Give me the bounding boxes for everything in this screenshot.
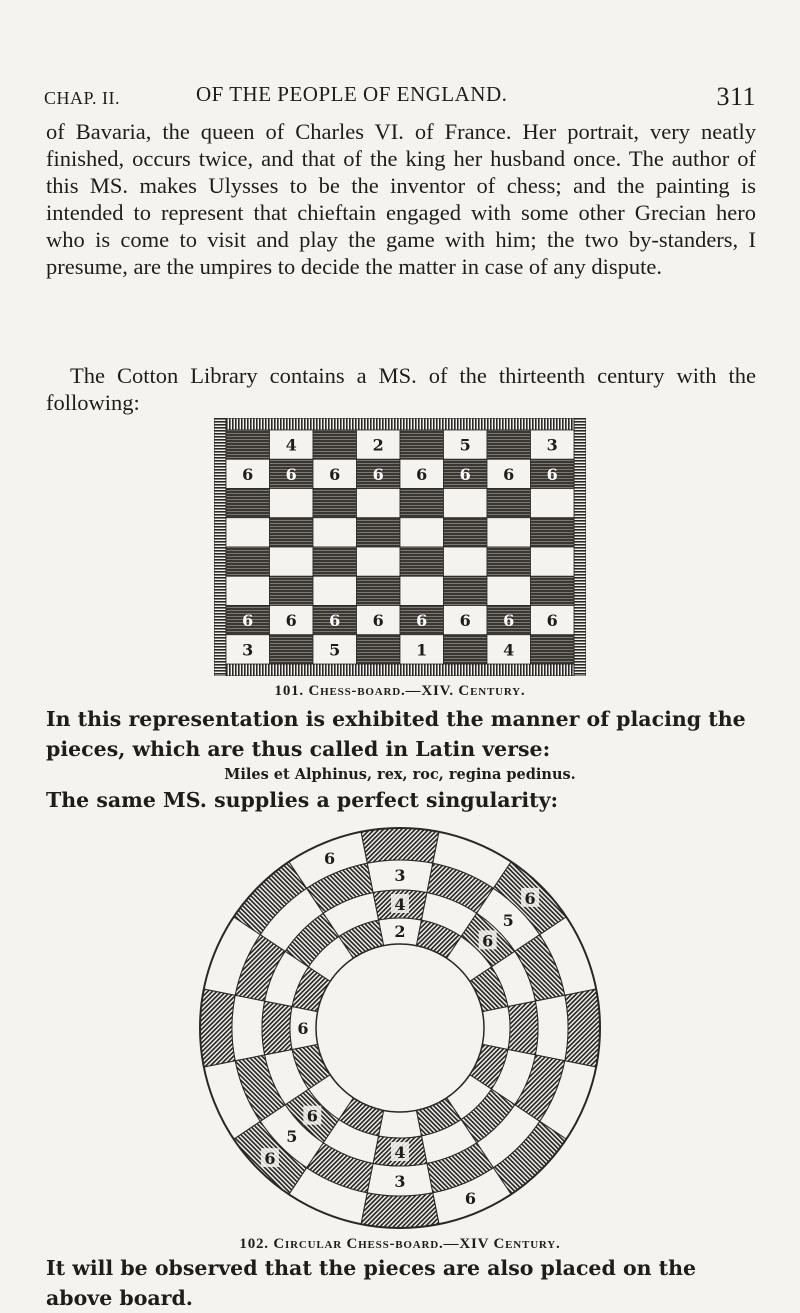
board-square: [444, 635, 488, 664]
board-square: [400, 489, 444, 518]
circular-board-cells: [200, 828, 600, 1228]
board-piece-label: 3: [546, 435, 558, 455]
board-piece-label: 4: [503, 640, 515, 660]
circular-board-piece-label: 4: [394, 1143, 406, 1162]
board-square: [400, 576, 444, 605]
circular-board-piece-label: 6: [324, 849, 336, 869]
board-square: [270, 635, 314, 664]
paragraph-cotton-library: The Cotton Library contains a MS. of the thirteenth century with the following:: [46, 363, 756, 415]
circular-board-cell: [232, 995, 265, 1061]
board-piece-label: 3: [242, 640, 254, 660]
board-square: [226, 430, 270, 459]
board-square: [313, 547, 357, 576]
circular-board-cell: [262, 1001, 292, 1055]
board-square: [444, 518, 488, 547]
board-square: [270, 547, 314, 576]
board-piece-label: 6: [459, 611, 471, 631]
board-piece-label: 6: [329, 464, 341, 484]
board-square: [226, 489, 270, 518]
board-square: [531, 518, 575, 547]
circular-board-cell: [508, 1001, 538, 1055]
page-number: 311: [716, 82, 756, 111]
circular-board-cell: [361, 1193, 439, 1228]
board-square: [400, 430, 444, 459]
board-piece-label: 6: [372, 464, 384, 484]
board-piece-label: 6: [546, 464, 558, 484]
board-squares: [226, 430, 574, 664]
board-square: [313, 518, 357, 547]
board-square: [531, 547, 575, 576]
board-border-bottom: [214, 664, 586, 676]
board-border-top: [214, 418, 586, 430]
board-square: [270, 518, 314, 547]
board-piece-label: 6: [459, 464, 471, 484]
board-square: [226, 547, 270, 576]
paragraph-bavaria: of Bavaria, the queen of Charles VI. of France. Her portrait, very neatly finished, occurs twice, and that of the king her husband once. The author of this MS. makes Ulysses to be the inventor of chess; and the painting is intended to represent that chieftain engaged with some other Grecian hero who is come to visit and play the game with him; the two by-standers, I presume, are the umpires to decide the matter in case of any dispute.: [46, 119, 756, 279]
board-square: [487, 430, 531, 459]
circular-board-piece-label: 5: [502, 910, 514, 930]
figure-102-number: 102.: [239, 1236, 269, 1252]
circular-chess-board-figure: [190, 818, 610, 1238]
board-square: [357, 547, 401, 576]
board-square: [313, 489, 357, 518]
board-piece-label: 6: [416, 464, 428, 484]
circular-board-piece-label: 6: [482, 931, 494, 951]
figure-102-title: Circular Chess-board.—XIV Century.: [273, 1236, 561, 1252]
board-piece-label: 6: [329, 611, 341, 631]
circular-board-cell: [535, 995, 568, 1061]
board-square: [487, 518, 531, 547]
board-square: [357, 489, 401, 518]
board-square: [226, 518, 270, 547]
chess-board-figure: [214, 418, 586, 676]
board-piece-label: 6: [242, 464, 254, 484]
figure-101-title: Chess-board.—XIV. Century.: [308, 683, 526, 699]
board-square: [357, 635, 401, 664]
board-piece-label: 5: [329, 640, 341, 660]
board-square: [487, 489, 531, 518]
circular-board-piece-label: 6: [464, 1188, 476, 1208]
figure-101-number: 101.: [274, 683, 304, 699]
board-piece-label: 5: [459, 435, 471, 455]
board-piece-label: 6: [242, 611, 254, 631]
figure-102-caption: [0, 1236, 800, 1253]
board-square: [313, 576, 357, 605]
chapter-label: CHAP. II.: [44, 88, 121, 108]
circular-board-piece-label: 3: [394, 1172, 406, 1191]
text-singularity: The same MS. supplies a perfect singularity:: [46, 788, 559, 812]
board-square: [400, 547, 444, 576]
board-square: [400, 518, 444, 547]
board-square: [487, 547, 531, 576]
board-square: [444, 576, 488, 605]
board-square: [270, 576, 314, 605]
circular-board-cell: [565, 989, 600, 1067]
board-square: [531, 489, 575, 518]
board-square: [357, 576, 401, 605]
board-square: [487, 576, 531, 605]
board-piece-label: 6: [285, 611, 297, 631]
board-piece-label: 6: [546, 611, 558, 631]
board-square: [313, 430, 357, 459]
circular-board-piece-label: 6: [306, 1106, 318, 1126]
circular-board-piece-label: 5: [286, 1127, 298, 1147]
board-border-right: [574, 418, 586, 676]
board-square: [226, 576, 270, 605]
board-square: [444, 547, 488, 576]
circular-board-cell: [361, 828, 439, 863]
board-square: [270, 489, 314, 518]
board-square: [357, 518, 401, 547]
board-piece-label: 6: [372, 611, 384, 631]
board-piece-label: 1: [416, 640, 428, 660]
board-piece-label: 4: [285, 435, 297, 455]
text-final: It will be observed that the pieces are also placed on the above board.: [46, 1256, 697, 1310]
circular-board-piece-label: 6: [297, 1019, 309, 1038]
circular-board-cell: [482, 1007, 510, 1050]
circular-board-piece-label: 4: [394, 895, 406, 914]
page-header: [44, 82, 756, 112]
circular-board-center: [316, 944, 484, 1112]
board-piece-label: 6: [416, 611, 428, 631]
figure-101-caption: [0, 683, 800, 700]
circular-board-cell: [200, 989, 235, 1067]
board-square: [531, 635, 575, 664]
circular-board-piece-label: 6: [524, 888, 536, 908]
circular-board-piece-label: 2: [394, 922, 406, 941]
circular-board-cell: [379, 1110, 422, 1138]
board-piece-label: 6: [285, 464, 297, 484]
board-piece-label: 2: [372, 435, 384, 455]
circular-board-piece-label: 3: [394, 866, 406, 885]
board-border-left: [214, 418, 226, 676]
running-title: OF THE PEOPLE OF ENGLAND.: [196, 82, 508, 106]
text-placing-pieces: In this representation is exhibited the manner of placing the pieces, which are thus called in Latin verse:: [46, 707, 746, 761]
board-piece-label: 6: [503, 611, 515, 631]
board-piece-label: 6: [503, 464, 515, 484]
board-square: [531, 576, 575, 605]
latin-verse: Miles et Alphinus, rex, roc, regina pedinus.: [224, 766, 576, 783]
circular-board-piece-label: 6: [264, 1149, 276, 1169]
board-square: [444, 489, 488, 518]
